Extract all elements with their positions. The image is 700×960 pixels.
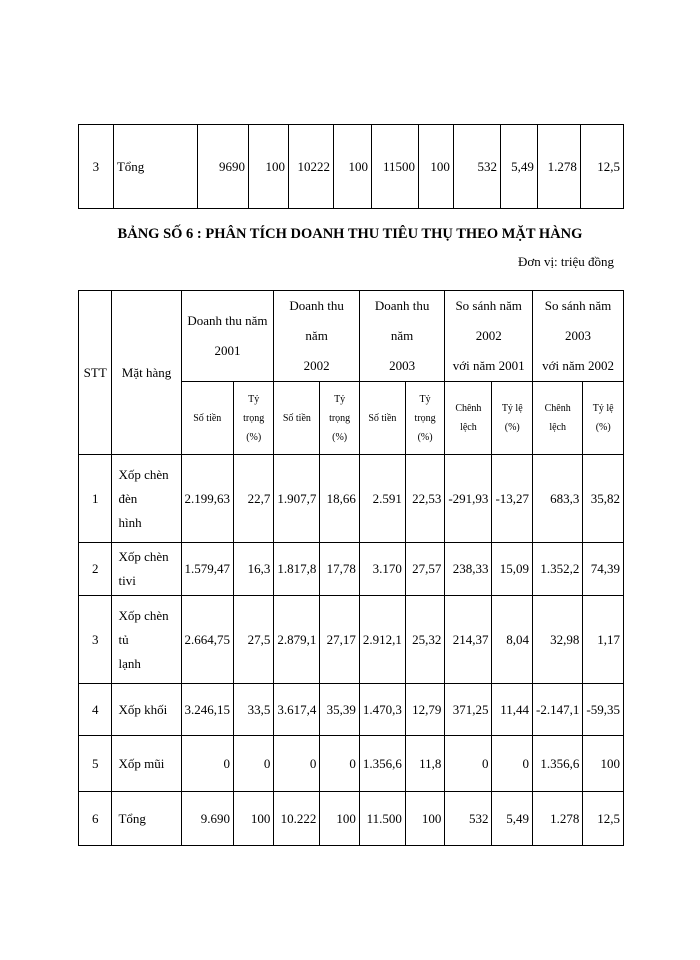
value-cell: 11500 (371, 125, 418, 209)
value-cell: 33,5 (234, 684, 274, 736)
stt-cell: 1 (79, 455, 112, 543)
value-cell: 12,79 (405, 684, 444, 736)
share-header: Tỷ trọng (%) (405, 382, 444, 455)
value-cell: 32,98 (533, 596, 583, 684)
value-cell: 100 (405, 792, 444, 846)
value-cell: 8,04 (492, 596, 533, 684)
value-cell: 1.356,6 (359, 736, 405, 792)
value-cell: 1.356,6 (533, 736, 583, 792)
item-cell: Xốp chèn tủ lạnh (112, 596, 181, 684)
value-cell: 9.690 (181, 792, 234, 846)
value-cell: 15,09 (492, 543, 533, 596)
stt-cell: 5 (79, 736, 112, 792)
stt-cell: 3 (79, 596, 112, 684)
amount-header: Số tiền (274, 382, 320, 455)
value-cell: 1.278 (537, 125, 580, 209)
item-cell: Tổng (112, 792, 181, 846)
ratio-header: Tỷ lệ (%) (492, 382, 533, 455)
value-cell: 0 (181, 736, 234, 792)
table-title: BẢNG SỐ 6 : PHÂN TÍCH DOANH THU TIÊU THỤ THEO MẶT HÀNG (117, 226, 583, 242)
value-cell: 74,39 (583, 543, 624, 596)
amount-header: Số tiền (181, 382, 234, 455)
value-cell: 35,39 (320, 684, 359, 736)
value-cell: 5,49 (500, 125, 537, 209)
table-row (79, 543, 624, 596)
value-cell: 0 (274, 736, 320, 792)
item-cell: Xốp chèn tivi (112, 543, 181, 596)
ratio-header: Tỷ lệ (%) (583, 382, 624, 455)
value-cell: 5,49 (492, 792, 533, 846)
value-cell: 25,32 (405, 596, 444, 684)
value-cell: 2.664,75 (181, 596, 234, 684)
group-header: Doanh thu năm 2003 (359, 291, 444, 382)
value-cell: 100 (249, 125, 289, 209)
value-cell: 9690 (197, 125, 248, 209)
value-cell: 3.617,4 (274, 684, 320, 736)
value-cell: 1.278 (533, 792, 583, 846)
value-cell: 22,53 (405, 455, 444, 543)
amount-header: Số tiền (359, 382, 405, 455)
value-cell: 2.199,63 (181, 455, 234, 543)
stt-cell: 6 (79, 792, 112, 846)
value-cell: 35,82 (583, 455, 624, 543)
value-cell: 532 (453, 125, 500, 209)
value-cell: 27,57 (405, 543, 444, 596)
value-cell: 12,5 (583, 792, 624, 846)
value-cell: 11.500 (359, 792, 405, 846)
stt-cell: 3 (79, 125, 114, 209)
value-cell: 371,25 (445, 684, 492, 736)
value-cell: 10222 (288, 125, 333, 209)
value-cell: 11,44 (492, 684, 533, 736)
value-cell: -291,93 (445, 455, 492, 543)
value-cell: 1.352,2 (533, 543, 583, 596)
table-row (79, 684, 624, 736)
value-cell: 214,37 (445, 596, 492, 684)
value-cell: 100 (320, 792, 359, 846)
value-cell: 11,8 (405, 736, 444, 792)
value-cell: 0 (445, 736, 492, 792)
group-header: Doanh thu năm 2002 (274, 291, 359, 382)
value-cell: -59,35 (583, 684, 624, 736)
value-cell: 100 (583, 736, 624, 792)
value-cell: 27,5 (234, 596, 274, 684)
value-cell: 1.817,8 (274, 543, 320, 596)
value-cell: 17,78 (320, 543, 359, 596)
item-cell: Xốp chèn đèn hình (112, 455, 181, 543)
diff-header: Chênh lệch (533, 382, 583, 455)
value-cell: 2.591 (359, 455, 405, 543)
previous-table (78, 124, 624, 209)
value-cell: 2.879,1 (274, 596, 320, 684)
table-row (79, 125, 624, 209)
value-cell: 0 (492, 736, 533, 792)
diff-header: Chênh lệch (445, 382, 492, 455)
value-cell: 1,17 (583, 596, 624, 684)
table-row (79, 736, 624, 792)
value-cell: -13,27 (492, 455, 533, 543)
value-cell: 16,3 (234, 543, 274, 596)
value-cell: 10.222 (274, 792, 320, 846)
value-cell: 532 (445, 792, 492, 846)
item-cell: Tổng (113, 125, 197, 209)
value-cell: 0 (234, 736, 274, 792)
value-cell: -2.147,1 (533, 684, 583, 736)
value-cell: 18,66 (320, 455, 359, 543)
value-cell: 12,5 (580, 125, 623, 209)
stt-cell: 2 (79, 543, 112, 596)
header-row (79, 291, 624, 382)
value-cell: 27,17 (320, 596, 359, 684)
item-cell: Xốp mũi (112, 736, 181, 792)
group-header: So sánh năm 2003 với năm 2002 (533, 291, 624, 382)
value-cell: 3.246,15 (181, 684, 234, 736)
value-cell: 3.170 (359, 543, 405, 596)
revenue-table (78, 290, 624, 846)
value-cell: 683,3 (533, 455, 583, 543)
share-header: Tỷ trọng (%) (320, 382, 359, 455)
table-row (79, 455, 624, 543)
value-cell: 1.907,7 (274, 455, 320, 543)
table-row (79, 792, 624, 846)
unit-label: Đơn vị: triệu đồng (517, 254, 614, 269)
group-header: So sánh năm 2002 với năm 2001 (445, 291, 533, 382)
stt-cell: 4 (79, 684, 112, 736)
value-cell: 0 (320, 736, 359, 792)
value-cell: 1.579,47 (181, 543, 234, 596)
value-cell: 100 (334, 125, 372, 209)
value-cell: 22,7 (234, 455, 274, 543)
value-cell: 2.912,1 (359, 596, 405, 684)
value-cell: 1.470,3 (359, 684, 405, 736)
value-cell: 100 (419, 125, 454, 209)
share-header: Tỷ trọng (%) (234, 382, 274, 455)
stt-header: STT (79, 291, 112, 455)
item-cell: Xốp khối (112, 684, 181, 736)
value-cell: 100 (234, 792, 274, 846)
group-header: Doanh thu năm 2001 (181, 291, 274, 382)
value-cell: 238,33 (445, 543, 492, 596)
table-row (79, 596, 624, 684)
item-header: Mặt hàng (112, 291, 181, 455)
